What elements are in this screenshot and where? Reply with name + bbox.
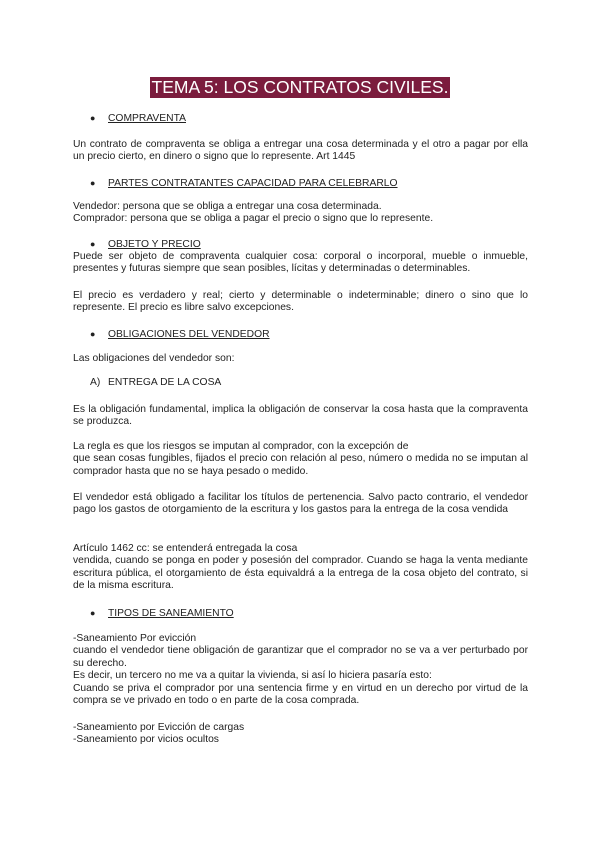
bullet-icon: ●: [90, 113, 96, 123]
partes-vendedor: Vendedor: persona que se obliga a entregar una cosa determinada.: [73, 201, 382, 212]
bullet-icon: ●: [90, 608, 96, 618]
partes-comprador: Comprador: persona que se obliga a pagar el precio o signo que lo represente.: [73, 213, 434, 225]
saneamiento-cargas: -Saneamiento por Evicción de cargas: [73, 722, 245, 733]
paragraph-precio: El precio es verdadero y real; cierto y determinable o indeterminable; dinero o sino que lo represente. El precio es libre salvo excepciones.: [73, 290, 528, 314]
subheading-entrega: A) ENTREGA DE LA COSA: [90, 377, 222, 388]
page-title: TEMA 5: LOS CONTRATOS CIVILES.: [151, 77, 449, 97]
paragraph-obligaciones-intro: Las obligaciones del vendedor son:: [73, 353, 235, 364]
bullet-icon: ●: [90, 178, 96, 188]
paragraph-otros-saneamientos: [73, 722, 528, 747]
paragraph-articulo: Artículo 1462 cc: se entenderá entregada la cosa vendida, cuando se ponga en poder y posesión del comprador. Cuando se haga la venta mediante escritura pública, el otorgamiento de ésta equivaldrá a la entrega de la cosa objeto del contrato, si de la misma escritura.: [73, 543, 528, 592]
paragraph-titulos: El vendedor está obligado a facilitar los títulos de pertenencia. Salvo pacto contrario, el vendedor pago los gastos de otorgamiento de la escritura y los gastos para la entrega de la cosa vendida: [73, 492, 528, 516]
heading-partes: ● PARTES CONTRATANTES CAPACIDAD PARA CELEBRARLO: [90, 178, 398, 189]
paragraph-regla: La regla es que los riesgos se imputan al comprador, con la excepción de que sean cosas fungibles, fijados el precio con relación al peso, número o medida no se imputan al comprador hasta que no se haya pesado o medido.: [73, 441, 528, 477]
heading-tipos: ● TIPOS DE SANEAMIENTO: [90, 608, 234, 619]
paragraph-eviccion: -Saneamiento Por evicción cuando el vendedor tiene obligación de garantizar que el comprador no se va a ver perturbado por su derecho. Es decir, un tercero no me va a quitar la vivienda, si así lo hiciera pasaría esto: Cuando se priva el comprador por una sentencia firme y en virtud en un derecho por virtud de la compra se ve privado en todo o en parte de la cosa comprada.: [73, 633, 528, 707]
bullet-icon: ●: [90, 329, 96, 339]
paragraph-entrega: Es la obligación fundamental, implica la obligación de conservar la cosa hasta que la compraventa se produzca.: [73, 404, 528, 428]
paragraph-compraventa: Un contrato de compraventa se obliga a entregar una cosa determinada y el otro a pagar por ella un precio cierto, en dinero o signo que lo represente. Art 1445: [73, 139, 528, 163]
bullet-icon: ●: [90, 239, 96, 249]
saneamiento-vicios: -Saneamiento por vicios ocultos: [73, 734, 219, 746]
heading-objeto: ● OBJETO Y PRECIO: [90, 239, 201, 250]
heading-compraventa: ● COMPRAVENTA: [90, 113, 186, 124]
heading-obligaciones: ● OBLIGACIONES DEL VENDEDOR: [90, 329, 270, 340]
paragraph-objeto: Puede ser objeto de compraventa cualquier cosa: corporal o incorporal, mueble o inmueble, presentes y futuras siempre que sean posibles, lícitas y determinadas o determinables.: [73, 251, 528, 275]
title-container: [0, 77, 600, 98]
paragraph-partes: [73, 201, 528, 226]
